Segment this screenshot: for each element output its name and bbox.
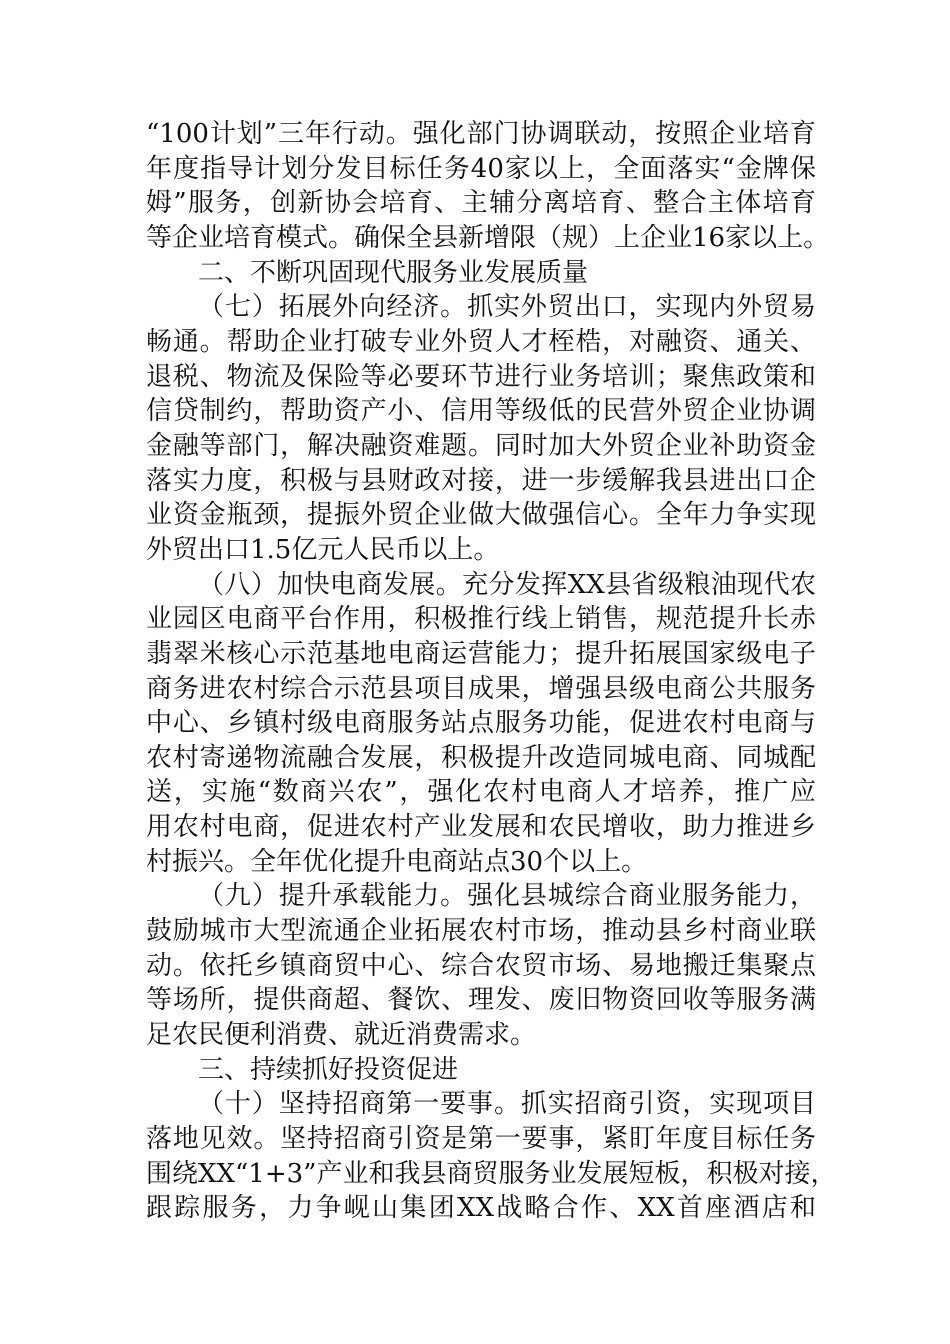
text-line: （十）坚持招商第一要事。抓实招商引资，实现项目 (198, 1089, 816, 1120)
text-line: 农村寄递物流融合发展，积极提升改造同城电商、同城配 (146, 742, 816, 773)
paragraph-investment-attraction (146, 1087, 837, 1226)
heading-line: 二、不断巩固现代服务业发展质量 (198, 257, 589, 288)
text-line: 用农村电商，促进农村产业发展和农民增收，助力推进乡 (146, 812, 816, 843)
text-line: 畅通。帮助企业打破专业外贸人才桎梏，对融资、通关、 (146, 326, 816, 357)
text-line: 等企业培育模式。确保全县新增限（规）上企业16家以上。 (146, 222, 830, 253)
heading-line: 三、持续抓好投资促进 (198, 1054, 459, 1085)
text-line: 外贸出口1.5亿元人民币以上。 (146, 534, 500, 565)
section-heading-service-industry (146, 256, 816, 291)
text-line: 金融等部门，解决融资难题。同时加大外贸企业补助资金 (146, 430, 816, 461)
text-line: 翡翠米核心示范基地电商运营能力；提升拓展国家级电子 (146, 638, 816, 669)
paragraph-carrying-capacity (146, 879, 816, 1052)
section-heading-investment (146, 1053, 816, 1088)
text-line: 商务进农村综合示范县项目成果，增强县级电商公共服务 (146, 673, 816, 704)
paragraph-ecommerce (146, 568, 816, 880)
text-line: 落地见效。坚持招商引资是第一要事，紧盯年度目标任务 (146, 1124, 816, 1155)
text-line: “100计划”三年行动。强化部门协调联动，按照企业培育 (146, 119, 816, 149)
text-line: 姆”服务，创新协会培育、主辅分离培育、整合主体培育 (146, 188, 816, 219)
text-line: 动。依托乡镇商贸中心、综合农贸市场、易地搬迁集聚点 (146, 950, 816, 981)
text-line: 信贷制约，帮助资产小、信用等级低的民营外贸企业协调 (146, 396, 816, 427)
text-line: 业资金瓶颈，提振外贸企业做大做强信心。全年力争实现 (146, 500, 816, 531)
paragraph-enterprise-cultivation (146, 117, 830, 256)
text-line: 围绕XX“1+3”产业和我县商贸服务业发展短板，积极对接， (146, 1158, 837, 1189)
text-line: 中心、乡镇村级电商服务站点服务功能，促进农村电商与 (146, 708, 816, 739)
text-line: （七）拓展外向经济。抓实外贸出口，实现内外贸易 (198, 292, 816, 323)
text-line: 鼓励城市大型流通企业拓展农村市场，推动县乡村商业联 (146, 916, 816, 947)
text-line: 跟踪服务，力争岘山集团XX战略合作、XX首座酒店和 (146, 1193, 816, 1224)
text-line: 退税、物流及保险等必要环节进行业务培训；聚焦政策和 (146, 361, 816, 392)
text-line: 年度指导计划分发目标任务40家以上，全面落实“金牌保 (146, 153, 816, 184)
text-line: 业园区电商平台作用，积极推行线上销售，规范提升长赤 (146, 604, 816, 635)
text-line: 等场所，提供商超、餐饮、理发、废旧物资回收等服务满 (146, 985, 816, 1016)
text-line: （八）加快电商发展。充分发挥XX县省级粮油现代农 (198, 569, 816, 600)
text-line: 足农民便利消费、就近消费需求。 (146, 1020, 537, 1051)
paragraph-external-economy (146, 290, 816, 567)
text-line: 落实力度，积极与县财政对接，进一步缓解我县进出口企 (146, 465, 816, 496)
text-line: （九）提升承载能力。强化县城综合商业服务能力， (198, 881, 816, 912)
text-line: 送，实施“数商兴农”，强化农村电商人才培养，推广应 (146, 777, 816, 808)
text-line: 村振兴。全年优化提升电商站点30个以上。 (146, 846, 648, 877)
document-page (146, 117, 837, 1226)
